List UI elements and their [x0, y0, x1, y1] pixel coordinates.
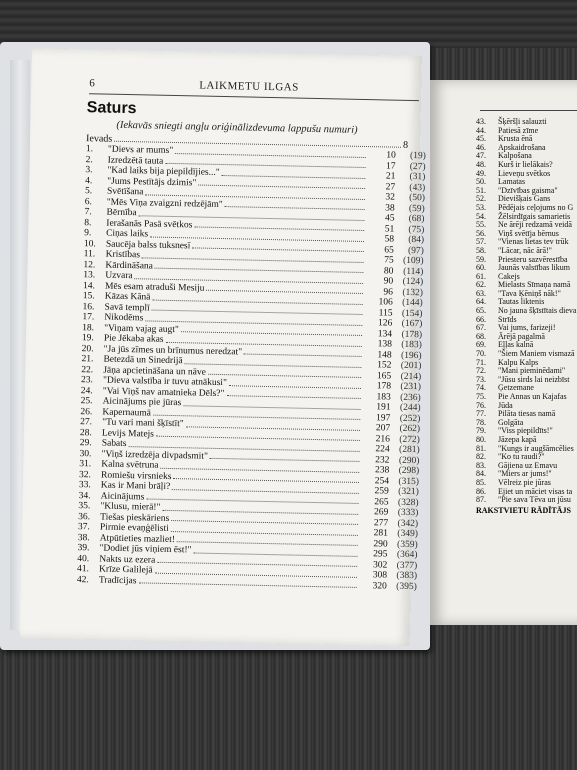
toc-entry-title: "Kad laiks bija piepildījies..." — [107, 165, 220, 178]
toc-entry-number: 10. — [83, 238, 96, 249]
toc-entry-number: 51. — [476, 185, 486, 195]
toc-entry-number: 79. — [476, 426, 486, 436]
toc-entry-title: "Jums Pestītājs dzimis" — [107, 176, 197, 188]
toc-entry-title: Bērnība — [106, 207, 137, 219]
running-title: LAIKMETU ILGAS — [199, 79, 299, 94]
toc-entry-page: 290 — [373, 538, 388, 550]
toc-entry-page: 295 — [373, 549, 388, 560]
toc-entry-number: 6. — [84, 196, 93, 207]
toc-entry-number: 15. — [82, 291, 95, 302]
toc-entry-title: Kārdināšana — [105, 260, 154, 272]
toc-entry-number: 65. — [476, 306, 486, 316]
toc-entry-number: 43. — [476, 117, 486, 126]
toc-entry-page: 178 — [376, 381, 392, 392]
toc-entry-number: 86. — [476, 486, 486, 496]
toc-entry — [476, 264, 577, 273]
toc-entry-title: Sabats — [101, 438, 127, 450]
toc-entry-number: 1. — [85, 144, 94, 155]
toc-entry-number: 78. — [476, 417, 486, 427]
toc-entry-title: Izredzētā tauta — [107, 155, 164, 167]
toc-entry-page: 106 — [378, 297, 393, 308]
toc-entry-original-page: (272) — [399, 434, 420, 445]
toc-entry-number: 64. — [476, 297, 486, 307]
toc-entry-title: Saucēja balss tuksnesī — [105, 239, 191, 251]
toc-entry-page: 45 — [384, 213, 395, 224]
page-number: 6 — [89, 77, 95, 90]
toc-entry-original-page: (75) — [408, 224, 425, 235]
toc-entry-title: Kalpošana — [498, 151, 532, 161]
toc-entry-original-page: (252) — [399, 413, 421, 424]
dot-leader — [244, 354, 362, 357]
toc-entry-number: 71. — [476, 357, 486, 367]
toc-entry-original-page: (377) — [396, 560, 418, 571]
toc-entry-title: Viņš svētīja bērnus — [498, 228, 559, 238]
toc-entry-title: Uzvara — [105, 270, 133, 282]
toc-entry-page: 90 — [383, 276, 394, 287]
toc-entry-title: Ciņas laiks — [106, 228, 149, 240]
toc-entry-title: Jāņa apcietināšana un nāve — [103, 365, 206, 378]
toc-entry-original-page: (231) — [400, 381, 422, 393]
toc-entry-title: Kapernaumā — [102, 407, 152, 419]
toc-entry-title: Kurš ir lielākais? — [498, 159, 553, 169]
toc-entry-page: 269 — [373, 507, 389, 518]
toc-entry-number: 40. — [77, 553, 90, 564]
toc-entry-title: Dievišķais Gans — [498, 194, 551, 204]
toc-entry-title: Mēs esam atraduši Mesiju — [104, 281, 205, 294]
toc-entry-title: Ne ārēji redzamā veidā — [498, 220, 572, 230]
toc-entry-page: 224 — [375, 444, 390, 455]
toc-entry-title: Savā templī — [104, 302, 150, 314]
toc-entry-title: Jaunās valstības likum — [498, 263, 570, 273]
toc-entry-title: "Dzīvības gaisma" — [498, 185, 558, 195]
toc-entry-number: 26. — [80, 406, 93, 417]
toc-entry-number: 67. — [476, 323, 486, 333]
toc-entry-page: 207 — [375, 423, 391, 434]
toc-entry-original-page: (68) — [408, 213, 425, 225]
toc-entry-number: 4. — [85, 175, 93, 186]
toc-entry-title: Lamatas — [498, 177, 526, 187]
toc-entry-page: 232 — [375, 454, 390, 466]
toc-entry-number: 9. — [84, 228, 92, 239]
toc-entry-original-page: (84) — [408, 234, 425, 246]
toc-entry-number: 11. — [83, 249, 96, 260]
toc-entry-title: "Ja jūs zīmes un brīnumus neredzat" — [103, 344, 243, 357]
toc-entry-number: 62. — [476, 280, 486, 290]
toc-entry-original-page: (19) — [409, 150, 426, 162]
toc-entry-number: 17. — [82, 312, 95, 323]
dot-leader — [226, 395, 360, 399]
toc-entry-title: "Vai Viņš nav amatnieka Dēls?" — [102, 386, 225, 399]
toc-entry-original-page: (124) — [402, 276, 424, 288]
toc-entry-title: Ejiet un māciet visas ta — [498, 486, 573, 496]
header-rule — [480, 110, 577, 111]
toc-entry — [476, 496, 577, 505]
toc-entry-number: 81. — [476, 443, 486, 453]
toc-entry-title: "Dieva valstība ir tuvu atnākusi" — [102, 375, 227, 389]
toc-entry-number: 18. — [82, 322, 95, 333]
toc-entry-number: 35. — [78, 501, 91, 512]
toc-entry-title: Lieveņu svētkos — [498, 168, 551, 178]
toc-entry-number: 22. — [81, 364, 94, 375]
toc-entry-title: Kas ir Mani brāļi? — [100, 480, 171, 492]
toc-entry-number: 77. — [476, 409, 486, 419]
toc-entry-number: 12. — [83, 259, 96, 270]
toc-entry-original-page: (154) — [401, 308, 423, 319]
toc-entry-title: "Mēs Viņa zvaigzni redzējām" — [106, 197, 223, 210]
toc-entry-original-page: (167) — [401, 318, 423, 330]
toc-entry-page: 216 — [375, 433, 390, 445]
toc-list — [77, 144, 426, 592]
toc-entry-title: "Pie sava Tēva un jūsu — [498, 495, 571, 505]
right-page — [430, 80, 577, 625]
toc-entry-page: 277 — [373, 517, 389, 529]
toc-entry-title: "Vienas lietas tev trūk — [498, 237, 569, 247]
dot-leader — [222, 174, 366, 178]
toc-entry-number: 72. — [476, 366, 486, 376]
toc-entry-page: 96 — [383, 286, 394, 298]
toc-entry-number: 57. — [476, 237, 486, 247]
toc-entry-original-page: (364) — [396, 549, 418, 561]
toc-entry-page: 21 — [385, 171, 396, 182]
toc-entry-title: Tautas liktenis — [498, 297, 545, 307]
toc-entry-original-page: (183) — [401, 339, 422, 351]
toc-entry-title: "Tu vari mani šķīstīt" — [102, 417, 184, 430]
toc-entry-number: 66. — [476, 314, 486, 324]
page-header — [89, 77, 419, 101]
toc-entry-original-page: (395) — [396, 581, 417, 592]
toc-entry-number: 74. — [476, 383, 486, 393]
toc-intro-page: 8 — [402, 139, 409, 151]
toc-entry-page: 265 — [374, 496, 389, 508]
toc-entry-original-page: (178) — [401, 329, 423, 340]
toc-entry-number: 61. — [476, 271, 486, 281]
toc-entry-number: 80. — [476, 434, 486, 444]
toc-entry-number: 48. — [476, 159, 486, 169]
toc-entry-number: 84. — [476, 469, 486, 479]
toc-entry-title: Aicinājums pie jūras — [102, 396, 182, 409]
toc-entry-page: 259 — [374, 486, 389, 497]
toc-entry-number: 3. — [85, 165, 93, 176]
toc-entry-number: 29. — [79, 438, 92, 449]
toc-entry-title: Pirmie evaņģēlisti — [99, 522, 169, 534]
toc-subtitle: (Iekavās sniegti angļu oriģinālizdevuma lappušu numuri) — [116, 119, 358, 136]
toc-entry-title: Golgāta — [498, 417, 524, 427]
toc-entry-number: 73. — [476, 374, 486, 384]
toc-entry-title: Kalna svētruna — [101, 459, 159, 471]
toc-entry-original-page: (349) — [397, 528, 419, 540]
toc-entry-page: 191 — [376, 402, 391, 413]
toc-entry-page: 27 — [385, 181, 396, 193]
toc-entry-original-page: (383) — [396, 570, 418, 582]
toc-entry-title: "Mani pieminēdami" — [498, 366, 566, 376]
toc-entry-title: Žēlsirdīgais samarietis — [498, 211, 571, 221]
toc-entry-title: "Viņš izredzēja divpadsmit" — [101, 449, 208, 462]
toc-entry-number: 47. — [476, 151, 486, 161]
toc-entry-page: 238 — [374, 465, 390, 476]
toc-entry-original-page: (359) — [397, 539, 418, 550]
toc-entry-number: 58. — [476, 245, 486, 255]
toc-entry-page: 197 — [375, 412, 391, 424]
toc-entry-original-page: (50) — [409, 192, 426, 204]
toc-entry-page: 75 — [384, 255, 394, 266]
toc-entry — [476, 393, 577, 402]
toc-entry-number: 21. — [81, 354, 94, 365]
toc-entry-number: 60. — [476, 263, 486, 273]
dot-leader — [229, 385, 361, 389]
toc-entry-page: 148 — [377, 349, 392, 361]
toc-entry-title: Pie Jēkaba akas — [103, 333, 164, 345]
toc-entry-title: Pie Annas un Kajafas — [498, 392, 567, 401]
toc-entry-original-page: (43) — [409, 182, 426, 193]
toc-entry-original-page: (342) — [397, 518, 419, 529]
toc-entry-number: 34. — [78, 490, 91, 501]
toc-entry-original-page: (27) — [409, 161, 426, 172]
toc-entry-title: "Tava Ķēniņš nāk!" — [498, 288, 561, 298]
toc-entry-title: Vai jums, farizeji! — [498, 323, 556, 333]
toc-entry-title: Atpūtieties mazliet! — [99, 533, 176, 545]
toc-list-continued — [476, 118, 577, 515]
toc-entry-page: 58 — [384, 234, 395, 245]
toc-entry-title: Tiešas pieskāriens — [100, 512, 170, 524]
toc-entry-title: Jūda — [498, 400, 513, 410]
toc-entry-original-page: (236) — [400, 392, 421, 403]
toc-entry-page: 32 — [385, 192, 396, 203]
toc-entry-original-page: (290) — [398, 455, 420, 466]
toc-entry-number: 13. — [83, 270, 96, 281]
toc-entry-title: Eļļas kalnā — [498, 340, 534, 350]
toc-entry-original-page: (144) — [402, 297, 423, 309]
toc-entry-page: 152 — [377, 360, 392, 371]
toc-entry-number: 30. — [79, 448, 92, 459]
toc-entry-number: 36. — [78, 511, 91, 522]
toc-entry-number: 24. — [80, 385, 93, 396]
toc-entry-number: 83. — [476, 460, 486, 470]
toc-entry-original-page: (321) — [398, 486, 419, 498]
toc-entry-original-page: (262) — [399, 423, 421, 435]
toc-entry-page: 183 — [376, 391, 391, 403]
toc-entry-original-page: (244) — [399, 402, 421, 414]
toc-entry-title: Strīds — [498, 314, 517, 324]
toc-entry-title: Šķēršļi salauzti — [498, 117, 547, 126]
toc-entry-number: 56. — [476, 228, 486, 238]
toc-entry-number: 44. — [476, 125, 486, 135]
toc-entry-title: Cakejs — [498, 271, 520, 281]
toc-entry-title: Mielasts Sīmaņa namā — [498, 280, 571, 290]
toc-entry-number: 28. — [79, 427, 92, 438]
toc-entry-number: 41. — [76, 564, 90, 575]
toc-entry-number: 54. — [476, 211, 486, 221]
toc-entry-title: Ārējā pagalmā — [498, 331, 545, 341]
toc-entry-number: 45. — [476, 134, 486, 144]
dot-leader — [225, 206, 365, 210]
toc-entry-title: Krusta ēnā — [498, 134, 533, 144]
toc-entry-page: 254 — [374, 475, 390, 487]
toc-entry-original-page: (201) — [400, 360, 422, 372]
toc-entry-title: Svētīšana — [106, 186, 144, 198]
toc-entry-original-page: (281) — [398, 444, 420, 456]
toc-entry-original-page: (31) — [409, 171, 426, 183]
toc-intro-label: Ievads — [85, 133, 113, 145]
toc-entry-number: 5. — [84, 186, 93, 197]
toc-entry-number: 59. — [476, 254, 486, 264]
toc-entry-title: Jāzepa kapā — [498, 434, 537, 444]
toc-entry-number: 52. — [476, 194, 486, 204]
toc-entry-title: Vēlreiz pie jūras — [498, 477, 551, 487]
toc-entry-title: Pilāta tiesas namā — [498, 409, 556, 419]
toc-entry-number: 68. — [476, 331, 486, 341]
toc-entry-page: 281 — [373, 528, 389, 539]
toc-entry-page: 134 — [377, 328, 393, 340]
toc-entry-page: 308 — [372, 570, 388, 581]
toc-entry-number: 8. — [84, 217, 92, 228]
toc-entry-original-page: (333) — [397, 507, 419, 519]
toc-entry-page: 10 — [386, 150, 396, 161]
toc-entry-number: 7. — [84, 207, 92, 218]
toc-entry-title: Nikodēms — [104, 312, 144, 324]
toc-entry-number: 38. — [77, 532, 90, 543]
dot-leader — [138, 582, 356, 588]
toc-entry-title: "Šiem Maniem vismazā — [498, 349, 575, 359]
toc-entry-page: 51 — [384, 223, 395, 235]
toc-entry-title: Gājiena uz Emavu — [498, 460, 558, 470]
toc-entry-number: 63. — [476, 288, 486, 298]
toc-entry — [476, 410, 577, 419]
toc-entry-title: "Miers ar jums!" — [498, 469, 552, 479]
toc-entry-original-page: (298) — [398, 465, 420, 477]
toc-entry-number: 25. — [80, 396, 93, 407]
toc-entry-title: "Dodiet jūs viņiem ēst!" — [99, 543, 192, 556]
toc-entry — [476, 307, 577, 316]
toc-entry-page: 80 — [383, 265, 394, 277]
toc-entry-number: 23. — [80, 375, 94, 386]
toc-entry-original-page: (132) — [402, 287, 424, 298]
left-page — [20, 48, 426, 646]
toc-entry-title: "Kungs ir augšāmcēlies — [498, 443, 574, 453]
toc-entry-page: 302 — [372, 559, 388, 571]
toc-entry-number: 39. — [77, 543, 90, 554]
toc-entry-title: Tradīcijas — [98, 575, 137, 586]
toc-entry-title: Apskaidrošana — [498, 142, 546, 152]
toc-entry-page: 138 — [377, 339, 392, 350]
toc-entry-title: "Klusu, mierā!" — [100, 501, 161, 513]
toc-entry-title: Kristības — [105, 249, 141, 261]
toc-entry-title: "Ko tu raudi?" — [498, 452, 545, 462]
toc-entry-title: "Lācar, nāc ārā!" — [498, 245, 552, 255]
toc-entry-number: 85. — [476, 477, 486, 487]
toc-entry-number: 42. — [76, 574, 89, 585]
toc-entry-title: Kāzas Kānā — [104, 291, 151, 303]
toc-entry-title: Betezdā un Sinedrijā — [103, 354, 183, 367]
toc-entry-number: 33. — [78, 480, 91, 491]
toc-entry-number: 69. — [476, 340, 486, 350]
toc-entry-title: Nakts uz ezera — [99, 554, 156, 566]
toc-entry-page: 165 — [376, 370, 392, 382]
toc-entry-number: 53. — [476, 202, 486, 212]
toc-entry-title: Ģetzemane — [498, 383, 534, 393]
toc-entry — [476, 170, 577, 179]
toc-entry-original-page: (196) — [400, 350, 422, 361]
toc-entry-page: 126 — [377, 318, 393, 329]
toc-entry-number: 70. — [476, 349, 486, 359]
toc-entry-original-page: (59) — [408, 203, 425, 214]
toc-entry-title: Krīze Galilejā — [98, 564, 153, 576]
toc-entry-number: 16. — [82, 301, 95, 312]
toc-entry-title: Kalpu Kalps — [498, 357, 539, 367]
toc-entry-title: Pēdējais ceļojums no G — [498, 202, 574, 212]
toc-entry-page: 320 — [372, 580, 387, 592]
toc-entry-number: 37. — [77, 522, 90, 533]
toc-entry-page: 65 — [384, 244, 394, 256]
toc-entry-title: "Jūsu sirds lai neizbīst — [498, 374, 570, 384]
toc-entry-title: "Viss piepildīts!" — [498, 426, 553, 436]
toc-entry-title: Ierašanās Pasā svētkos — [106, 218, 193, 230]
toc-entry-page: 17 — [386, 160, 396, 172]
toc-entry-title: Patiesā zīme — [498, 125, 539, 135]
toc-entry-number: 32. — [78, 469, 92, 480]
toc-entry-title: "Dievs ar mums" — [107, 144, 174, 156]
toc-entry-title: No jauna šķīstītais dieva — [498, 306, 577, 316]
toc-entry-number: 46. — [476, 142, 486, 152]
toc-entry-title: "Viņam vajag augt" — [104, 323, 179, 335]
toc-entry-number: 19. — [81, 333, 94, 344]
toc-entry-original-page: (97) — [407, 245, 424, 256]
toc-entry-title: Priesteru sazvērestība — [498, 254, 568, 264]
toc-entry-number: 14. — [82, 280, 96, 291]
toc-entry-title: Romiešu virsnieks — [100, 470, 172, 482]
toc-entry-original-page: (328) — [397, 497, 419, 508]
toc-entry-number: 75. — [476, 392, 486, 401]
toc-entry-original-page: (114) — [403, 266, 424, 277]
toc-entry-original-page: (315) — [398, 476, 420, 487]
toc-entry-original-page: (109) — [402, 255, 424, 267]
toc-entry-number: 31. — [79, 459, 92, 470]
toc-entry-original-page: (214) — [400, 371, 422, 382]
toc-entry-number: 49. — [476, 168, 486, 178]
toc-entry-number: 82. — [476, 452, 486, 462]
toc-title: Saturs — [86, 99, 137, 118]
toc-entry-title: Aicinājums — [100, 491, 145, 502]
toc-entry-number: 27. — [80, 417, 93, 428]
toc-entry-page: 115 — [378, 307, 393, 319]
toc-entry-page: 38 — [385, 202, 395, 214]
toc-entry-number: 55. — [476, 220, 486, 230]
toc-entry-number: 87. — [476, 495, 486, 505]
toc-entry-number: 76. — [476, 400, 486, 410]
toc-entry-number: 50. — [476, 177, 486, 187]
index-heading: RAKSTVIETU RĀDĪTĀJS — [476, 505, 571, 515]
toc-entry-title: Levijs Matejs — [101, 428, 155, 440]
toc-entry-number: 2. — [85, 154, 93, 165]
toc-entry-number: 20. — [81, 343, 94, 354]
floor-background — [0, 0, 577, 48]
